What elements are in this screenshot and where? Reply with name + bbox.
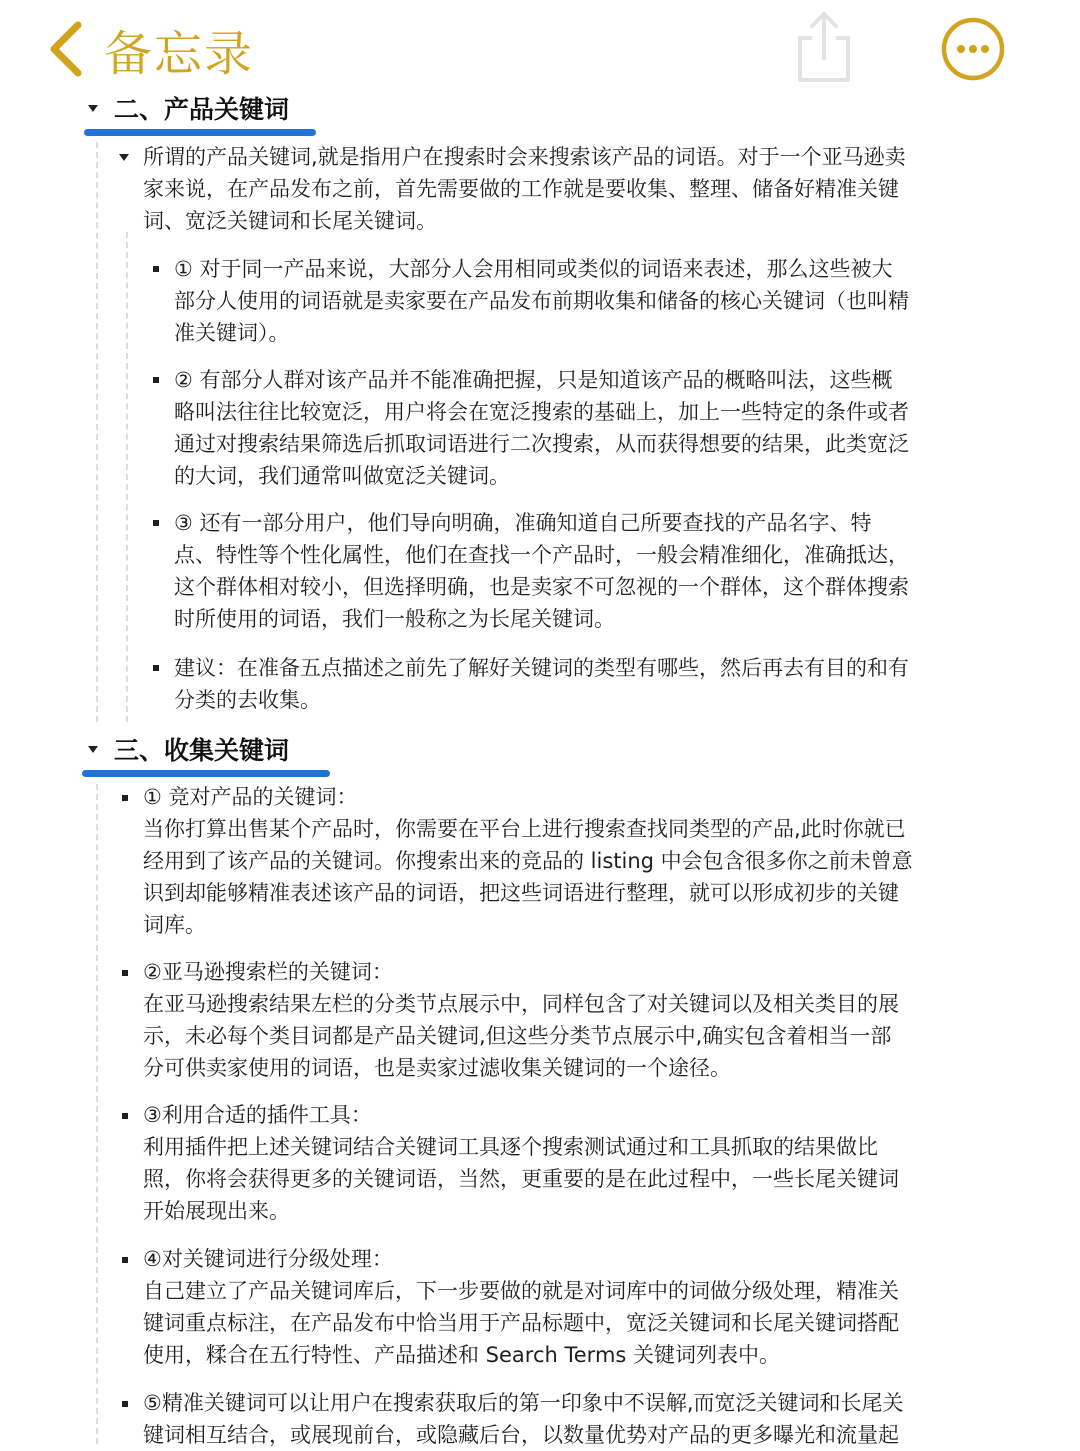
more-icon [940,16,1006,82]
share-icon [792,10,856,86]
bullet-square-icon [153,266,159,272]
list-item: 建议：在准备五点描述之前先了解好关键词的类型有哪些，然后再去有目的和有 分类的去收集。 [174,656,909,712]
indent-guide [96,142,98,722]
list-item: ③利用合适的插件工具： 利用插件把上述关键词结合关键词工具逐个搜索测试通过和工具抓取的结果做比 照，你将会获得更多的关键词语，当然，更重要的是在此过程中，一些长尾关键词 开始展现出来。 [143,1103,899,1223]
back-label: 备忘录 [104,25,255,82]
list-item: ④对关键词进行分级处理： 自己建立了产品关键词库后，下一步要做的就是对词库中的词做分级处理，精准关 键词重点标注，在产品发布中恰当用于产品标题中，宽泛关键词和长尾关键词搭配 使用，糅合在五行特性、产品描述和 Search Terms 关键词列表中。 [143,1247,899,1367]
bullet-square-icon [153,665,159,671]
nav-bar [0,0,1080,95]
bullet-square-icon [122,795,128,801]
indent-guide [126,232,128,722]
share-button[interactable] [792,10,856,86]
list-item: ② 有部分人群对该产品并不能准确把握，只是知道该产品的概略叫法，这些概 略叫法往往比较宽泛，用户将会在宽泛搜索的基础上，加上一些特定的条件或者 通过对搜索结果筛选后抓取词语进行二次搜索，从而获得想要的结果，此类宽泛 的大词，我们通常叫做宽泛关键词。 [174,368,909,488]
list-item: ① 对于同一产品来说，大部分人会用相同或类似的词语来表述，那么这些被大 部分人使用的词语就是卖家要在产品发布前期收集和储备的核心关键词（也叫精 准关键词）。 [174,257,909,345]
bullet-square-icon [122,1257,128,1263]
list-item: ②亚马逊搜索栏的关键词： 在亚马逊搜索结果左栏的分类节点展示中，同样包含了对关键词以及相关类目的展 示，未必每个类目词都是产品关键词,但这些分类节点展示中,确实包含着相当一部 分可供卖家使用的词语，也是卖家过滤收集关键词的一个途径。 [143,960,899,1080]
intro-paragraph: 所谓的产品关键词,就是指用户在搜索时会来搜索该产品的词语。对于一个亚马逊卖 家来说，在产品发布之前，首先需要做的工作就是要收集、整理、储备好精准关键 词、宽泛关键词和长尾关键词。 [143,145,906,233]
indent-guide [96,784,98,1444]
list-item: ③ 还有一部分用户，他们导向明确，准确知道自己所要查找的产品名字、特 点、特性等个性化属性，他们在查找一个产品时，一般会精准细化，准确抵达， 这个群体相对较小，但选择明确，也是卖家不可忽视的一个群体，这个群体搜索 时所使用的词语，我们一般称之为长尾关键词。 [174,511,909,631]
bullet-square-icon [122,1401,128,1407]
heading-underline [84,129,316,136]
collapse-triangle-icon[interactable] [88,746,98,753]
list-item: ① 竞对产品的关键词： 当你打算出售某个产品时，你需要在平台上进行搜索查找同类型的产品,此时你就已 经用到了该产品的关键词。你搜索出来的竞品的 listing 中会包含很多你之前未曾意 识到却能够精准表述该产品的词语，把这些词语进行整理，就可以形成初步的关键 词库。 [143,785,913,937]
heading-underline [82,770,330,777]
bullet-square-icon [153,377,159,383]
list-item: ⑤精准关键词可以让用户在搜索获取后的第一印象中不误解,而宽泛关键词和长尾关 键词相互结合，或展现前台，或隐藏后台，以数量优势对产品的更多曝光和流量起 [143,1391,904,1447]
more-button[interactable] [940,16,1006,82]
bullet-square-icon [153,520,159,526]
section-title: 三、收集关键词 [114,736,290,765]
collapse-triangle-icon[interactable] [88,105,98,112]
bullet-square-icon [122,970,128,976]
back-button[interactable] [48,14,254,84]
section-title: 二、产品关键词 [114,95,290,124]
section-heading-3[interactable] [88,729,289,769]
bullet-square-icon [122,1113,128,1119]
chevron-left-icon [48,21,82,77]
collapse-triangle-icon[interactable] [119,154,129,161]
